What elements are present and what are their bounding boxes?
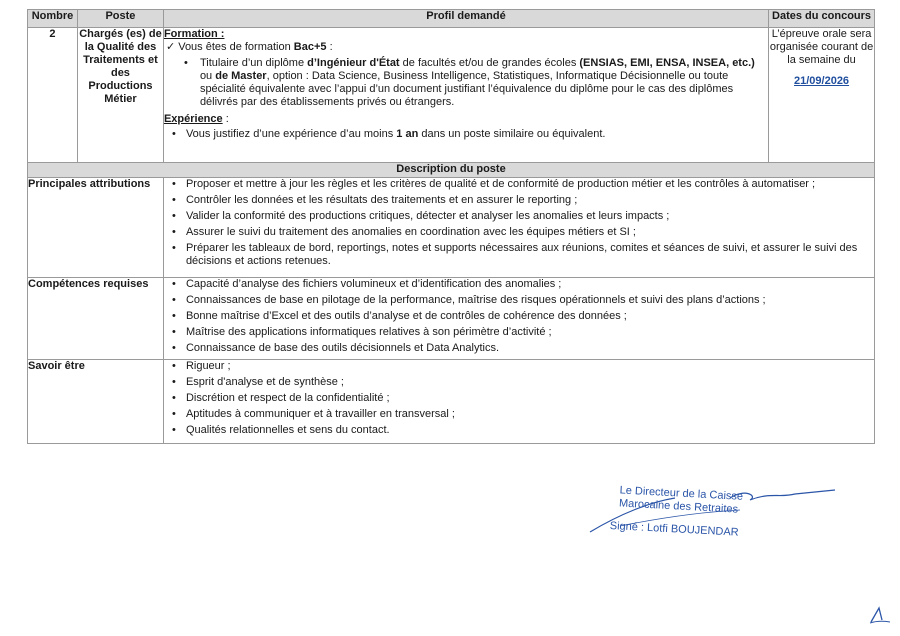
formation-intro: ✓ Vous êtes de formation Bac+5 : [165, 41, 333, 53]
dates-text: L’épreuve orale sera organisée courant de la semaine du [769, 28, 874, 66]
signature-line-1: Le Directeur de la Caisse [619, 484, 744, 503]
list-item: • Esprit d'analyse et de synthèse ; [164, 376, 874, 389]
section-body [163, 278, 874, 360]
section-body [163, 178, 874, 278]
profil-cell [163, 28, 768, 163]
header-poste: Poste [77, 10, 163, 28]
description-header-row [28, 163, 875, 178]
section-label: Principales attributions [28, 178, 164, 278]
list-item: • Aptitudes à communiquer et à travailler en transversal ; [164, 408, 874, 421]
list-item: • Assurer le suivi du traitement des anomalies en coordination avec les équipes métiers et SI ; [164, 226, 874, 239]
attributions-list [164, 178, 874, 268]
list-item: • Discrétion et respect de la confidentialité ; [164, 392, 874, 405]
list-item: • Valider la conformité des productions critiques, détecter et analyser les anomalies et leurs impacts ; [164, 210, 874, 223]
description-header: Description du poste [28, 163, 875, 178]
list-item: • Contrôler les données et les résultats des traitements et en assurer le reporting ; [164, 194, 874, 207]
list-item: • Proposer et mettre à jour les règles et les critères de qualité et de conformité de production métier et les contrôles à automatiser ; [164, 178, 874, 191]
table-header-row [28, 10, 875, 28]
header-nombre: Nombre [28, 10, 78, 28]
competences-list [164, 278, 874, 355]
list-item: • Capacité d’analyse des fichiers volumineux et d’identification des anomalies ; [164, 278, 874, 291]
list-item: • Connaissance de base des outils décisionnels et Data Analytics. [164, 342, 874, 355]
list-item: • Connaissances de base en pilotage de la performance, maîtrise des risques opérationnels et suivi des plans d’actions ; [164, 294, 874, 307]
list-item: • Qualités relationnelles et sens du contact. [164, 424, 874, 437]
check-icon: ✓ [165, 41, 176, 53]
section-row-attributions [28, 178, 875, 278]
job-offer-table [27, 9, 875, 444]
experience-label: Expérience : [163, 113, 229, 125]
list-item: • Vous justifiez d’une expérience d’au moins 1 an dans un poste similaire ou équivalent. [164, 128, 768, 141]
table-row [28, 28, 875, 163]
dates-cell [769, 28, 875, 163]
nombre-cell: 2 [28, 28, 78, 163]
list-item: • Maîtrise des applications informatiques relatives à son périmètre d’activité ; [164, 326, 874, 339]
section-label: Savoir être [28, 360, 164, 444]
list-item: • Rigueur ; [164, 360, 874, 373]
list-item: • Titulaire d’un diplôme d’Ingénieur d'État de facultés et/ou de grandes écoles (ENSIAS, EMI, ENSA, INSEA, etc.) ou de Master, option : Data Science, Business Intelligence, Statistiques, Informatique Décisionnelle ou toute spécialité équivalente avec l’appui d’un document justifiant l’équivalence du diplôme pour le cas des diplômes délivrés par des établissements privés ou étrangers. [164, 57, 768, 109]
section-label: Compétences requises [28, 278, 164, 360]
experience-list [164, 128, 768, 141]
exam-date: 21/09/2026 [794, 75, 850, 87]
header-profil: Profil demandé [163, 10, 768, 28]
formation-label: Formation : [163, 28, 225, 40]
signature-line-2: Marocaine des Retraites [618, 497, 739, 516]
section-body [163, 360, 874, 444]
signature-line-3: Signé : Lotfi BOUJENDAR [609, 519, 739, 539]
list-item: • Préparer les tableaux de bord, reportings, notes et supports nécessaires aux réunions, comites et séances de suivi, et assurer le suivi des décisions et actions retenues. [164, 242, 874, 268]
initials-mark-icon [868, 604, 892, 626]
savoir-etre-list [164, 360, 874, 437]
section-row-competences [28, 278, 875, 360]
section-row-savoir-etre [28, 360, 875, 444]
header-dates: Dates du concours [769, 10, 875, 28]
poste-cell: Chargés (es) de la Qualité des Traitements et des Productions Métier [77, 28, 163, 163]
formation-list [164, 57, 768, 109]
list-item: • Bonne maîtrise d’Excel et des outils d’analyse et de contrôles de cohérence des données ; [164, 310, 874, 323]
